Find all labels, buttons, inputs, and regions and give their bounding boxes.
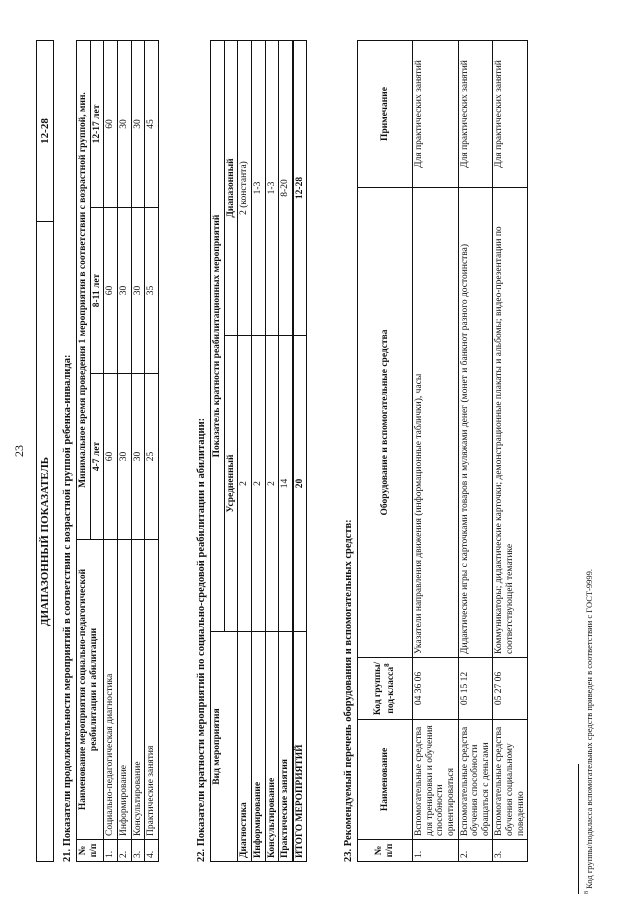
table-row — [458, 41, 493, 862]
row-name: Консультирование — [265, 632, 279, 862]
row-avg: 2 — [238, 336, 252, 632]
row-name: Социально-педагогическая диагностика — [104, 540, 118, 840]
row-avg: 14 — [279, 336, 293, 632]
section-23 — [343, 40, 528, 862]
row-num: 4. — [145, 840, 159, 862]
row-value: 25 — [145, 374, 159, 540]
duration-header-time: Минимальное время проведения 1 мероприятия в соответствии с возрастной группой, мин. — [77, 41, 91, 540]
row-code: 05 15 12 — [458, 658, 493, 720]
section-22-title: 22. Показатели кратности мероприятий по социально-средовой реабилитации и абилитации: — [196, 417, 207, 862]
duration-table — [76, 40, 159, 862]
footnote-ref: 8 — [382, 663, 391, 667]
total-row — [293, 41, 307, 862]
duration-age-12-17: 12-17 лет — [90, 41, 104, 208]
row-num: 3. — [493, 840, 528, 862]
table-row — [279, 41, 293, 862]
row-name: Вспомогательные средства обучения способности обращаться с деньгами — [458, 720, 493, 840]
footnote-divider — [578, 764, 579, 894]
row-range: 8-20 — [279, 41, 293, 336]
row-range: 2 (константа) — [238, 41, 252, 336]
row-value: 45 — [145, 41, 159, 208]
equipment-table — [357, 40, 528, 862]
table-row — [251, 41, 265, 862]
table-row — [493, 41, 528, 862]
row-num: 1. — [104, 840, 118, 862]
row-equip: Указатели направления движения (информационные таблички), часы — [413, 188, 459, 658]
duration-header-name: Наименование мероприятия социально-педагогической реабилитации и абилитации — [77, 540, 104, 840]
row-name: Информирование — [251, 632, 265, 862]
total-range: 12-28 — [293, 41, 307, 336]
footnote-text: Код группы/подкласса вспомогательных средств приведен в соответствии с ГОСТ-9999. — [584, 568, 594, 889]
row-name: Практические занятия — [279, 632, 293, 862]
row-value: 30 — [131, 41, 145, 208]
multiplicity-header-kind: Вид мероприятия — [211, 632, 238, 862]
row-range: 1-3 — [265, 41, 279, 336]
section-21-title: 21. Показатели продолжительности мероприятий в соответствии с возрастной группой ребенка-инвалида: — [62, 354, 73, 862]
row-name: Вспомогательные средства для тренировки и обучения способности ориентироваться — [413, 720, 459, 840]
row-num: 3. — [131, 840, 145, 862]
table-row — [104, 41, 118, 862]
range-indicator-label: ДИАПАЗОННЫЙ ПОКАЗАТЕЛЬ — [37, 222, 54, 862]
row-num: 2. — [458, 840, 493, 862]
equipment-header-code — [358, 658, 413, 720]
range-indicator-block — [36, 40, 54, 862]
row-note: Для практических занятий — [413, 41, 459, 188]
total-avg: 20 — [293, 336, 307, 632]
duration-age-4-7: 4-7 лет — [90, 374, 104, 540]
multiplicity-header-range: Диапазонный — [224, 41, 238, 336]
section-21 — [62, 40, 159, 862]
page-number: 23 — [12, 445, 26, 457]
row-equip: Коммуникаторы; дидактические карточки; демонстрационные плакаты и альбомы; видео-презентации по соответствующей тематике — [493, 188, 528, 658]
duration-age-8-11: 8-11 лет — [90, 208, 104, 374]
table-row — [413, 41, 459, 862]
row-num: 1. — [413, 840, 459, 862]
row-value: 30 — [131, 374, 145, 540]
row-code: 05 27 06 — [493, 658, 528, 720]
equipment-header-equip: Оборудование и вспомогательные средства — [358, 188, 413, 658]
table-row — [265, 41, 279, 862]
table-row — [238, 41, 252, 862]
row-name: Вспомогательные средства обучения социальному поведению — [493, 720, 528, 840]
equipment-header-name: Наименование — [358, 720, 413, 840]
row-note: Для практических занятий — [493, 41, 528, 188]
equipment-header-note: Примечание — [358, 41, 413, 188]
footnote — [584, 569, 594, 894]
footnote-mark: 8 — [584, 891, 591, 894]
duration-header-num: № п/п — [77, 840, 104, 862]
row-avg: 2 — [265, 336, 279, 632]
row-range: 1-3 — [251, 41, 265, 336]
row-value: 60 — [104, 374, 118, 540]
row-value: 30 — [117, 208, 131, 374]
row-num: 2. — [117, 840, 131, 862]
equipment-header-num: № п/п — [358, 840, 413, 862]
multiplicity-table — [210, 40, 307, 862]
row-value: 30 — [117, 41, 131, 208]
table-row — [117, 41, 131, 862]
section-23-title: 23. Рекомендуемый перечень оборудования и вспомогательных средств: — [343, 519, 354, 862]
table-row — [145, 41, 159, 862]
multiplicity-header-avg: Усредненный — [224, 336, 238, 632]
total-name: ИТОГО МЕРОПРИЯТИЙ — [293, 632, 307, 862]
row-note: Для практических занятий — [458, 41, 493, 188]
row-name: Практические занятия — [145, 540, 159, 840]
row-value: 30 — [117, 374, 131, 540]
row-name: Диагностика — [238, 632, 252, 862]
row-value: 30 — [131, 208, 145, 374]
section-22 — [196, 40, 307, 862]
multiplicity-header-indicator: Показатель кратности реабилитационных мероприятий — [211, 41, 225, 632]
range-indicator-value: 12-28 — [37, 41, 54, 222]
row-equip: Дидактические игры с карточками товаров и муляжами денег (монет и банкнот разного достоинства) — [458, 188, 493, 658]
row-name: Консультирование — [131, 540, 145, 840]
row-value: 35 — [145, 208, 159, 374]
row-value: 60 — [104, 208, 118, 374]
table-row — [131, 41, 145, 862]
row-code: 04 36 06 — [413, 658, 459, 720]
row-value: 60 — [104, 41, 118, 208]
equipment-header-code-label: Код группы/под-класса — [373, 661, 397, 716]
row-avg: 2 — [251, 336, 265, 632]
range-indicator-table — [36, 40, 54, 862]
row-name: Информирование — [117, 540, 131, 840]
